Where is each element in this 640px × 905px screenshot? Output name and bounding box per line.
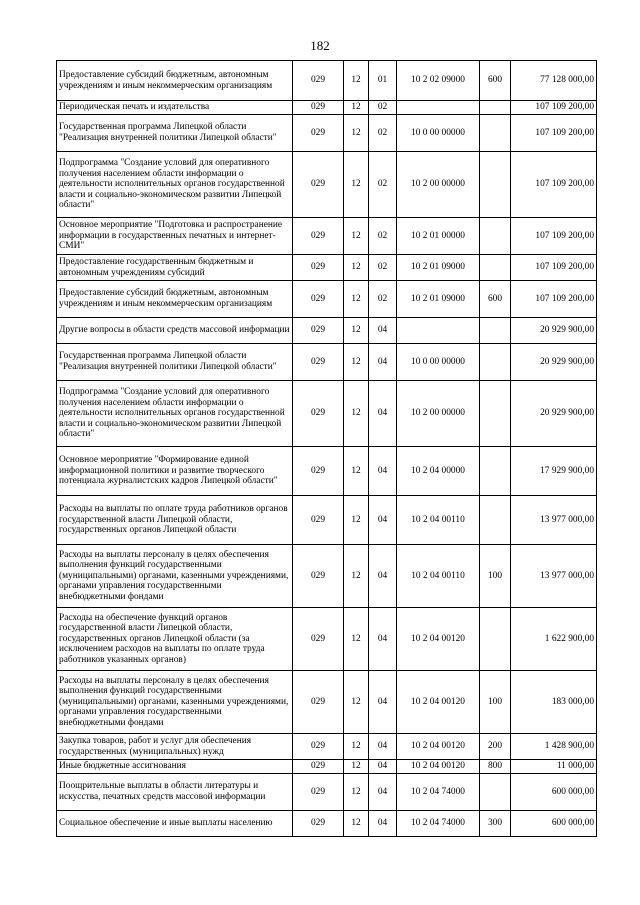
row-name: Иные бюджетные ассигнования [57,760,293,774]
row-subsection-code: 04 [369,608,397,671]
row-target-code: 10 0 00 00000 [397,344,480,381]
row-target-code [397,101,480,115]
row-target-code: 10 2 00 00000 [397,381,480,447]
row-name: Другие вопросы в области средств массовой информации [57,318,293,344]
row-expense-type-code: 200 [480,734,511,760]
row-name: Расходы на выплаты персоналу в целях обеспечения выполнения функций государственными (муниципальными) органами, казенными учреждениями, органами управления государственными внебюджетными фондами [57,545,293,608]
row-expense-type-code: 800 [480,760,511,774]
row-ministry-code: 029 [293,774,344,811]
row-ministry-code: 029 [293,811,344,837]
row-amount: 600 000,00 [511,774,597,811]
row-amount: 20 929 900,00 [511,344,597,381]
row-expense-type-code [480,381,511,447]
row-name: Предоставление государственным бюджетным и автономным учреждениям субсидий [57,255,293,281]
table-row [57,811,597,837]
row-subsection-code: 02 [369,115,397,152]
table-row [57,344,597,381]
row-ministry-code: 029 [293,101,344,115]
table-row [57,774,597,811]
row-subsection-code: 04 [369,760,397,774]
row-amount: 13 977 000,00 [511,496,597,545]
table-row [57,734,597,760]
row-expense-type-code [480,218,511,255]
row-name: Государственная программа Липецкой области "Реализация внутренней политики Липецкой области" [57,344,293,381]
row-ministry-code: 029 [293,734,344,760]
row-name: Основное мероприятие "Формирование единой информационной политики и развитие творческого потенциала журналистских кадров Липецкой области" [57,447,293,496]
row-target-code: 10 2 04 00120 [397,734,480,760]
table-row [57,101,597,115]
row-section-code: 12 [344,496,369,545]
row-section-code: 12 [344,255,369,281]
row-ministry-code: 029 [293,608,344,671]
row-ministry-code: 029 [293,61,344,101]
row-ministry-code: 029 [293,115,344,152]
row-expense-type-code [480,101,511,115]
row-subsection-code: 04 [369,671,397,734]
row-section-code: 12 [344,281,369,318]
row-section-code: 12 [344,381,369,447]
row-amount: 13 977 000,00 [511,545,597,608]
row-subsection-code: 02 [369,255,397,281]
row-ministry-code: 029 [293,671,344,734]
row-target-code [397,318,480,344]
row-name: Расходы на обеспечение функций органов государственной власти Липецкой области, государственных органов Липецкой области (за исключением расходов на выплаты по оплате труда работников указанных органов) [57,608,293,671]
row-target-code: 10 2 01 09000 [397,281,480,318]
row-ministry-code: 029 [293,218,344,255]
table-row [57,381,597,447]
row-section-code: 12 [344,760,369,774]
row-expense-type-code [480,608,511,671]
row-expense-type-code: 300 [480,811,511,837]
table-row [57,496,597,545]
row-subsection-code: 02 [369,281,397,318]
row-ministry-code: 029 [293,545,344,608]
row-subsection-code: 04 [369,496,397,545]
budget-table [56,60,597,837]
row-ministry-code: 029 [293,344,344,381]
row-amount: 107 109 200,00 [511,101,597,115]
row-ministry-code: 029 [293,152,344,218]
row-amount: 600 000,00 [511,811,597,837]
row-target-code: 10 2 04 74000 [397,811,480,837]
row-section-code: 12 [344,545,369,608]
row-subsection-code: 04 [369,774,397,811]
table-row [57,61,597,101]
row-section-code: 12 [344,318,369,344]
row-amount: 1 622 900,00 [511,608,597,671]
row-subsection-code: 04 [369,734,397,760]
row-subsection-code: 02 [369,101,397,115]
row-target-code: 10 2 00 00000 [397,152,480,218]
table-row [57,671,597,734]
table-row [57,318,597,344]
row-target-code: 10 0 00 00000 [397,115,480,152]
row-amount: 183 000,00 [511,671,597,734]
row-name: Периодическая печать и издательства [57,101,293,115]
row-expense-type-code: 100 [480,545,511,608]
row-target-code: 10 2 01 09000 [397,255,480,281]
row-target-code: 10 2 04 00110 [397,496,480,545]
row-expense-type-code [480,152,511,218]
row-target-code: 10 2 04 00120 [397,608,480,671]
row-target-code: 10 2 04 00110 [397,545,480,608]
row-target-code: 10 2 04 00120 [397,760,480,774]
row-amount: 107 109 200,00 [511,218,597,255]
row-amount: 20 929 900,00 [511,318,597,344]
row-section-code: 12 [344,774,369,811]
table-row [57,218,597,255]
row-name: Предоставление субсидий бюджетным, автономным учреждениям и иным некоммерческим организациям [57,61,293,101]
row-target-code: 10 2 04 00120 [397,671,480,734]
row-subsection-code: 04 [369,381,397,447]
row-expense-type-code [480,496,511,545]
row-section-code: 12 [344,608,369,671]
row-subsection-code: 02 [369,218,397,255]
row-section-code: 12 [344,671,369,734]
row-target-code: 10 2 04 00000 [397,447,480,496]
row-name: Подпрограмма "Создание условий для оперативного получения населением области информации о деятельности исполнительных органов государственной власти и социально-экономическом развитии Липецкой области" [57,381,293,447]
row-amount: 1 428 900,00 [511,734,597,760]
row-subsection-code: 04 [369,811,397,837]
row-amount: 107 109 200,00 [511,152,597,218]
row-ministry-code: 029 [293,760,344,774]
row-amount: 107 109 200,00 [511,281,597,318]
table-row [57,281,597,318]
row-amount: 107 109 200,00 [511,115,597,152]
row-subsection-code: 04 [369,318,397,344]
row-section-code: 12 [344,218,369,255]
row-section-code: 12 [344,61,369,101]
row-expense-type-code [480,774,511,811]
row-ministry-code: 029 [293,496,344,545]
row-subsection-code: 04 [369,447,397,496]
row-expense-type-code: 600 [480,61,511,101]
row-ministry-code: 029 [293,318,344,344]
row-amount: 20 929 900,00 [511,381,597,447]
row-section-code: 12 [344,734,369,760]
table-row [57,115,597,152]
table-row [57,255,597,281]
row-name: Социальное обеспечение и иные выплаты населению [57,811,293,837]
row-name: Расходы на выплаты по оплате труда работников органов государственной власти Липецкой области, государственных органов Липецкой области [57,496,293,545]
row-expense-type-code [480,255,511,281]
row-section-code: 12 [344,344,369,381]
row-section-code: 12 [344,101,369,115]
row-amount: 107 109 200,00 [511,255,597,281]
row-name: Закупка товаров, работ и услуг для обеспечения государственных (муниципальных) нужд [57,734,293,760]
table-row [57,152,597,218]
row-target-code: 10 2 01 00000 [397,218,480,255]
row-section-code: 12 [344,811,369,837]
row-subsection-code: 04 [369,344,397,381]
row-expense-type-code [480,318,511,344]
row-target-code: 10 2 04 74000 [397,774,480,811]
row-expense-type-code [480,344,511,381]
row-subsection-code: 01 [369,61,397,101]
row-amount: 77 128 000,00 [511,61,597,101]
row-target-code: 10 2 02 09000 [397,61,480,101]
row-ministry-code: 029 [293,255,344,281]
page-number: 182 [310,38,330,53]
row-name: Основное мероприятие "Подготовка и распространение информации в государственных печатных и интернет-СМИ" [57,218,293,255]
row-ministry-code: 029 [293,381,344,447]
row-expense-type-code [480,447,511,496]
row-section-code: 12 [344,115,369,152]
row-name: Расходы на выплаты персоналу в целях обеспечения выполнения функций государственными (муниципальными) органами, казенными учреждениями, органами управления государственными внебюджетными фондами [57,671,293,734]
table-row [57,447,597,496]
row-name: Государственная программа Липецкой области "Реализация внутренней политики Липецкой области" [57,115,293,152]
row-ministry-code: 029 [293,281,344,318]
row-amount: 17 929 900,00 [511,447,597,496]
row-amount: 11 000,00 [511,760,597,774]
table-row [57,760,597,774]
row-expense-type-code: 600 [480,281,511,318]
row-expense-type-code [480,115,511,152]
row-section-code: 12 [344,447,369,496]
table-row [57,608,597,671]
row-name: Поощрительные выплаты в области литературы и искусства, печатных средств массовой информации [57,774,293,811]
table-row [57,545,597,608]
row-name: Подпрограмма "Создание условий для оперативного получения населением области информации о деятельности исполнительных органов государственной власти и социально-экономическом развитии Липецкой области" [57,152,293,218]
row-ministry-code: 029 [293,447,344,496]
row-subsection-code: 04 [369,545,397,608]
row-subsection-code: 02 [369,152,397,218]
row-expense-type-code: 100 [480,671,511,734]
row-name: Предоставление субсидий бюджетным, автономным учреждениям и иным некоммерческим организациям [57,281,293,318]
row-section-code: 12 [344,152,369,218]
